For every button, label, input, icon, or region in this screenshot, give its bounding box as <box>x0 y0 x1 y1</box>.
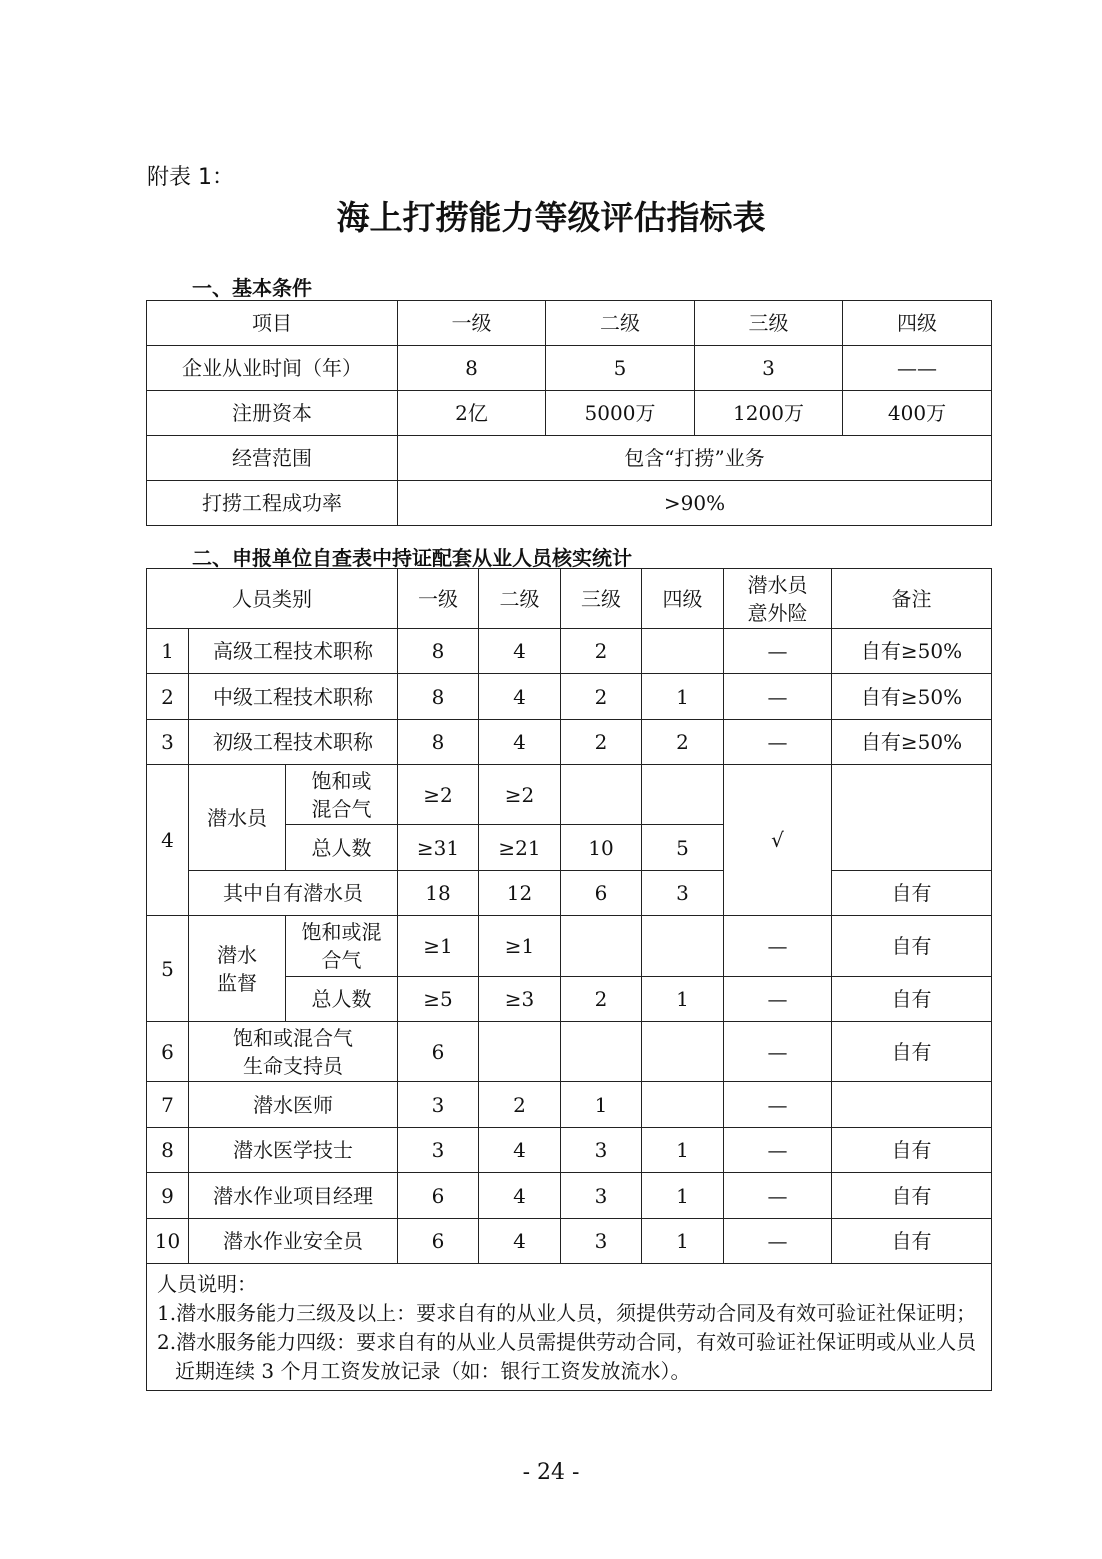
table-row <box>147 871 992 916</box>
row-label: 潜水医学技士 <box>189 1128 398 1173</box>
table-row <box>147 765 992 825</box>
table-cell: 自有 <box>832 1173 992 1219</box>
table-cell: 8 <box>398 629 479 674</box>
table-cell: ≥2 <box>398 765 479 825</box>
table-cell <box>832 765 992 871</box>
basic-conditions-table <box>146 300 992 526</box>
table-header-row <box>147 569 992 629</box>
table-row <box>147 391 992 436</box>
row-label: 企业从业时间（年） <box>147 346 398 391</box>
table-cell: — <box>724 1022 832 1082</box>
table-cell: 1 <box>642 1219 724 1264</box>
table-row <box>147 916 992 977</box>
personnel-table <box>146 568 992 1391</box>
row-number: 5 <box>147 916 189 1022</box>
note-item: 1.潜水服务能力三级及以上：要求自有的从业人员，须提供劳动合同及有效可验证社保证明； <box>157 1301 977 1325</box>
row-label: 潜水作业安全员 <box>189 1219 398 1264</box>
group-label-line: 监督 <box>217 970 257 995</box>
table-cell: 3 <box>561 1219 642 1264</box>
table-cell: 自有 <box>832 1128 992 1173</box>
table-cell: 3 <box>695 346 843 391</box>
label-line: 生命支持员 <box>243 1053 343 1078</box>
section1-heading: 一、基本条件 <box>192 276 312 300</box>
table-cell: 自有≥50% <box>832 674 992 720</box>
header-cell: 二级 <box>479 569 561 629</box>
row-number: 9 <box>147 1173 189 1219</box>
row-sublabel: 总人数 <box>286 977 398 1022</box>
table-row <box>147 1128 992 1173</box>
notes-row <box>147 1264 992 1391</box>
table-cell: 3 <box>561 1173 642 1219</box>
table-cell: 400万 <box>843 391 992 436</box>
table-cell: 5 <box>546 346 695 391</box>
table-row <box>147 481 992 526</box>
row-number: 1 <box>147 629 189 674</box>
row-label: 潜水医师 <box>189 1082 398 1128</box>
header-cell: 一级 <box>398 569 479 629</box>
table-cell: 3 <box>561 1128 642 1173</box>
table-cell: 6 <box>398 1173 479 1219</box>
section2-heading: 二、申报单位自查表中持证配套从业人员核实统计 <box>192 546 632 570</box>
table-cell: >90% <box>398 481 992 526</box>
table-cell: 8 <box>398 674 479 720</box>
table-cell: ≥21 <box>479 825 561 871</box>
sublabel-line: 饱和或 <box>311 768 372 793</box>
table-cell: 2 <box>561 977 642 1022</box>
table-cell: 8 <box>398 346 546 391</box>
table-cell <box>561 916 642 977</box>
table-cell: 2 <box>561 720 642 765</box>
header-cell: 一级 <box>398 301 546 346</box>
sublabel-line: 合气 <box>321 948 362 972</box>
table-row <box>147 629 992 674</box>
row-label: 其中自有潜水员 <box>189 871 398 916</box>
table-cell: 3 <box>398 1082 479 1128</box>
table-cell: — <box>724 720 832 765</box>
notes-heading: 人员说明： <box>157 1272 257 1296</box>
table-cell <box>642 916 724 977</box>
table-cell: 3 <box>642 871 724 916</box>
table-cell <box>642 765 724 825</box>
table-cell: 3 <box>398 1128 479 1173</box>
table-cell: 2亿 <box>398 391 546 436</box>
appendix-label: 附表 1： <box>147 165 234 190</box>
row-group-label: 潜水员 <box>189 765 286 871</box>
table-cell: 自有≥50% <box>832 720 992 765</box>
header-cell <box>724 569 832 629</box>
row-number: 8 <box>147 1128 189 1173</box>
table-cell: 8 <box>398 720 479 765</box>
table-cell: 6 <box>398 1219 479 1264</box>
page-title: 海上打捞能力等级评估指标表 <box>336 198 766 237</box>
notes-cell <box>147 1264 992 1391</box>
row-number: 7 <box>147 1082 189 1128</box>
table-cell: 5000万 <box>546 391 695 436</box>
header-cell: 备注 <box>832 569 992 629</box>
header-cell: 二级 <box>546 301 695 346</box>
table-cell: ≥3 <box>479 977 561 1022</box>
row-number: 6 <box>147 1022 189 1082</box>
row-label: 注册资本 <box>147 391 398 436</box>
header-cell: 三级 <box>561 569 642 629</box>
table-row <box>147 1082 992 1128</box>
table-cell: 6 <box>398 1022 479 1082</box>
table-cell: 2 <box>561 629 642 674</box>
table-cell: ≥31 <box>398 825 479 871</box>
table-cell: 1 <box>642 1128 724 1173</box>
row-number: 10 <box>147 1219 189 1264</box>
header-cell: 四级 <box>843 301 992 346</box>
table-cell: 4 <box>479 674 561 720</box>
table-cell: 1200万 <box>695 391 843 436</box>
table-cell: 10 <box>561 825 642 871</box>
header-cell: 项目 <box>147 301 398 346</box>
table-cell: — <box>724 674 832 720</box>
table-cell: 自有≥50% <box>832 629 992 674</box>
row-sublabel: 总人数 <box>286 825 398 871</box>
sublabel-line: 饱和或混 <box>301 920 382 944</box>
table-cell: 2 <box>642 720 724 765</box>
row-group-label <box>189 916 286 1022</box>
header-cell: 四级 <box>642 569 724 629</box>
table-cell <box>642 1022 724 1082</box>
row-label: 高级工程技术职称 <box>189 629 398 674</box>
table-cell: — <box>724 1219 832 1264</box>
table-cell: 自有 <box>832 1022 992 1082</box>
table-cell: 4 <box>479 1219 561 1264</box>
table-cell <box>561 765 642 825</box>
table-cell <box>479 1022 561 1082</box>
table-cell: — <box>724 916 832 977</box>
note-item: 2.潜水服务能力四级：要求自有的从业人员需提供劳动合同，有效可验证社保证明或从业人员近期连续 3 个月工资发放记录（如：银行工资发放流水）。 <box>157 1330 977 1383</box>
header-cell: 人员类别 <box>147 569 398 629</box>
table-cell: 1 <box>561 1082 642 1128</box>
table-header-row <box>147 301 992 346</box>
table-cell: 5 <box>642 825 724 871</box>
row-label: 打捞工程成功率 <box>147 481 398 526</box>
insurance-header-line: 意外险 <box>747 600 808 625</box>
table-row <box>147 436 992 481</box>
table-cell <box>642 1082 724 1128</box>
row-label <box>189 1022 398 1082</box>
table-row <box>147 1022 992 1082</box>
table-cell: — <box>724 1128 832 1173</box>
table-cell <box>832 1082 992 1128</box>
table-cell: —— <box>843 346 992 391</box>
table-cell: — <box>724 1082 832 1128</box>
row-number: 4 <box>147 765 189 916</box>
table-cell: 自有 <box>832 977 992 1022</box>
table-cell: — <box>724 977 832 1022</box>
row-label: 中级工程技术职称 <box>189 674 398 720</box>
page-number: - 24 - <box>522 1460 580 1485</box>
row-sublabel <box>286 765 398 825</box>
row-label: 初级工程技术职称 <box>189 720 398 765</box>
table-cell: 4 <box>479 629 561 674</box>
label-line: 饱和或混合气 <box>233 1025 353 1050</box>
table-cell: — <box>724 629 832 674</box>
table-cell: 1 <box>642 674 724 720</box>
table-cell: 1 <box>642 977 724 1022</box>
table-cell: 4 <box>479 1173 561 1219</box>
table-row <box>147 1173 992 1219</box>
table-row <box>147 1219 992 1264</box>
table-cell: 自有 <box>832 916 992 977</box>
sublabel-line: 混合气 <box>311 796 372 821</box>
row-label: 经营范围 <box>147 436 398 481</box>
table-row <box>147 720 992 765</box>
table-cell <box>561 1022 642 1082</box>
table-cell: — <box>724 1173 832 1219</box>
insurance-header-line: 潜水员 <box>747 572 808 597</box>
table-cell: ≥1 <box>479 916 561 977</box>
header-cell: 三级 <box>695 301 843 346</box>
table-cell: 6 <box>561 871 642 916</box>
table-row <box>147 674 992 720</box>
table-cell: 12 <box>479 871 561 916</box>
table-cell: 1 <box>642 1173 724 1219</box>
table-row <box>147 346 992 391</box>
row-number: 2 <box>147 674 189 720</box>
table-cell: 自有 <box>832 1219 992 1264</box>
table-cell: 包含“打捞”业务 <box>398 436 992 481</box>
table-cell <box>642 629 724 674</box>
table-cell: 2 <box>479 1082 561 1128</box>
table-cell: 18 <box>398 871 479 916</box>
table-cell: 2 <box>561 674 642 720</box>
table-cell: ≥5 <box>398 977 479 1022</box>
insurance-check: √ <box>724 765 832 916</box>
row-label: 潜水作业项目经理 <box>189 1173 398 1219</box>
table-cell: 4 <box>479 720 561 765</box>
group-label-line: 潜水 <box>217 942 257 967</box>
table-cell: 自有 <box>832 871 992 916</box>
row-sublabel <box>286 916 398 977</box>
row-number: 3 <box>147 720 189 765</box>
table-cell: ≥1 <box>398 916 479 977</box>
table-cell: ≥2 <box>479 765 561 825</box>
table-cell: 4 <box>479 1128 561 1173</box>
